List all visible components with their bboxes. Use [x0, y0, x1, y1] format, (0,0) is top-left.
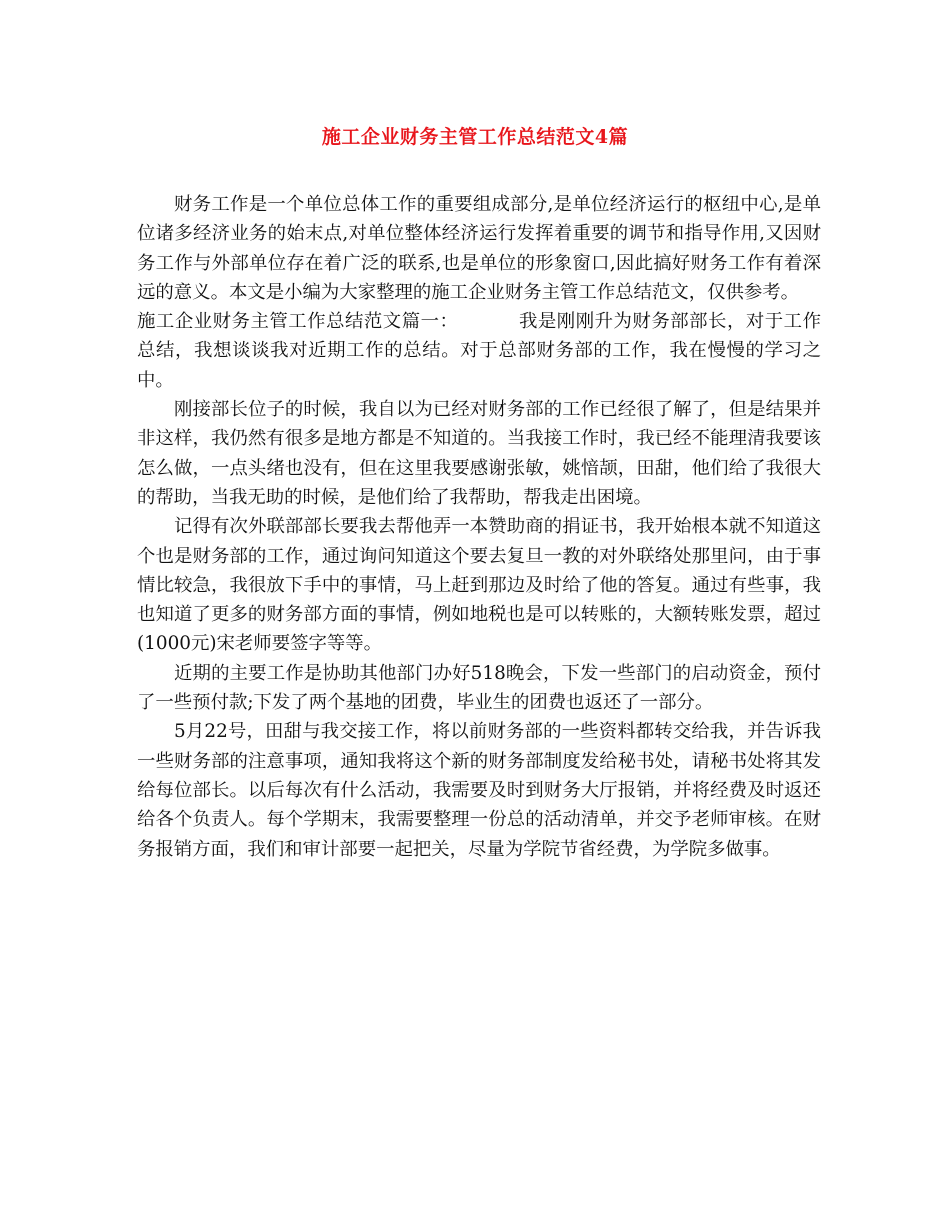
paragraph-intro: 财务工作是一个单位总体工作的重要组成部分,是单位经济运行的枢纽中心,是单位诸多经济业务的始末点,对单位整体经济运行发挥着重要的调节和指导作用,又因财务工作与外部单位存在着广泛的联系,也是单位的形象窗口,因此搞好财务工作有着深远的意义。本文是小编为大家整理的施工企业财务主管工作总结范文，仅供参考。 — [137, 194, 821, 303]
section-heading: 施工企业财务主管工作总结范文篇一： — [137, 311, 459, 333]
document-body — [137, 190, 821, 864]
paragraph-section-one — [137, 307, 821, 395]
paragraph-2: 刚接部长位子的时候，我自以为已经对财务部的工作已经很了解了，但是结果并非这样，我仍然有很多是地方都是不知道的。当我接工作时，我已经不能理清我要该怎么做，一点头绪也没有，但在这里我要感谢张敏，姚愔颉，田甜，他们给了我很大的帮助，当我无助的时候，是他们给了我帮助，帮我走出困境。 — [137, 399, 821, 508]
paragraph-4: 近期的主要工作是协助其他部门办好518晚会，下发一些部门的启动资金，预付了一些预付款;下发了两个基地的团费，毕业生的团费也返还了一部分。 — [137, 662, 821, 714]
section-text: 我是刚刚升为财务部部长，对于工作总结，我想谈谈我对近期工作的总结。对于总部财务部的工作，我在慢慢的学习之中。 — [137, 311, 821, 391]
paragraph-3: 记得有次外联部部长要我去帮他弄一本赞助商的捐证书，我开始根本就不知道这个也是财务部的工作，通过询问知道这个要去复旦一教的对外联络处那里问，由于事情比较急，我很放下手中的事情，马上赶到那边及时给了他的答复。通过有些事，我也知道了更多的财务部方面的事情，例如地税也是可以转账的，大额转账发票，超过(1000元)宋老师要签字等等。 — [137, 516, 821, 655]
document-title: 施工企业财务主管工作总结范文4篇 — [321, 126, 629, 148]
paragraph-5: 5月22号，田甜与我交接工作，将以前财务部的一些资料都转交给我，并告诉我一些财务部的注意事项，通知我将这个新的财务部制度发给秘书处，请秘书处将其发给每位部长。以后每次有什么活动，我需要及时到财务大厅报销，并将经费及时返还给各个负责人。每个学期末，我需要整理一份总的活动清单，并交予老师审核。在财务报销方面，我们和审计部要一起把关，尽量为学院节省经费，为学院多做事。 — [137, 721, 821, 860]
